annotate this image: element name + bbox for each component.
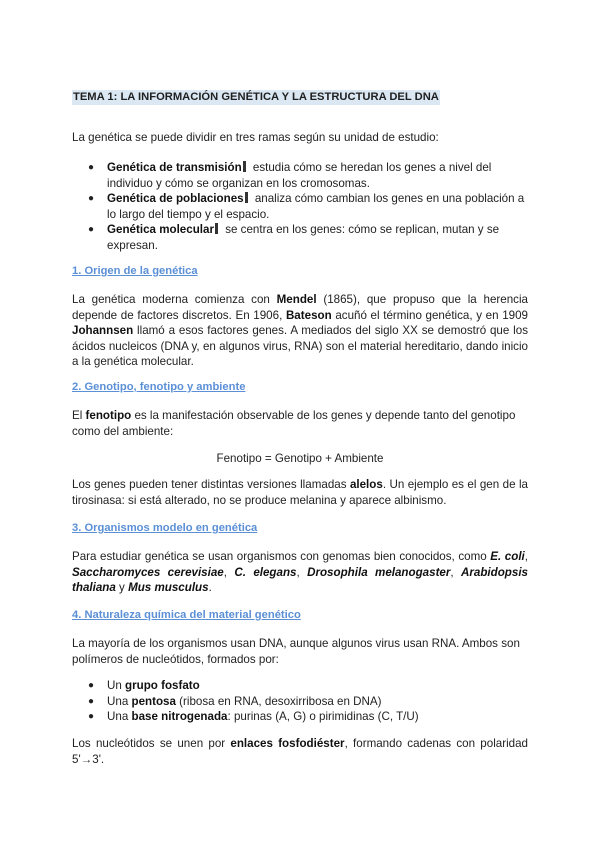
list-item [72, 160, 528, 191]
list-item [72, 709, 528, 725]
intro-paragraph: La genética se puede dividir en tres ramas según su unidad de estudio: [72, 131, 439, 144]
bullet-icon: ● [88, 695, 95, 707]
separator-glyph [245, 192, 248, 203]
formula: Fenotipo = Genotipo + Ambiente [216, 452, 384, 465]
text-run: Un [107, 679, 126, 692]
bullet-icon: ● [88, 193, 95, 204]
text-run: La genética moderna comienza con [72, 293, 277, 306]
bold-run: Bateson [285, 308, 332, 322]
text-run: El [72, 409, 86, 422]
branch-term: Genética de transmisión [107, 161, 242, 174]
section-3-heading: 3. Organismos modelo en genética [72, 522, 258, 534]
organism-name: Arabidopsis thaliana [72, 565, 528, 594]
section-3-paragraph [72, 549, 528, 596]
bold-run: base nitrogenada [131, 710, 228, 723]
text-run: . [208, 581, 212, 594]
text-run: (1865), que propuso que la herencia depende de factores discretos. En 1906, [72, 293, 528, 322]
document-title: TEMA 1: LA INFORMACIÓN GENÉTICA Y LA ESTRUCTURA DEL DNA [73, 91, 439, 103]
organism-name: Drosophila melanogaster [307, 565, 451, 579]
list-item [72, 222, 528, 253]
organism-name: Mus musculus [128, 581, 209, 594]
text-run: y [115, 581, 129, 594]
section-1-heading: 1. Origen de la genética [72, 265, 198, 277]
list-item [72, 694, 528, 710]
text-run: : purinas (A, G) o pirimidinas (C, T/U) [227, 710, 419, 723]
section-4-paragraph-2 [72, 736, 528, 767]
bullet-icon: ● [88, 224, 95, 235]
nucleotide-components-list [72, 678, 528, 725]
section-4-paragraph: La mayoría de los organismos usan DNA, aunque algunos virus usan RNA. Ambos son polímeros de nucleótidos, formados por: [72, 637, 520, 666]
bullet-icon: ● [88, 162, 95, 173]
list-item [72, 678, 528, 694]
text-run: (ribosa en RNA, desoxirribosa en DNA) [175, 694, 382, 708]
bullet-icon: ● [88, 711, 95, 722]
bold-run: enlaces fosfodiéster [230, 737, 345, 750]
text-run: es la manifestación observable de los genes y depende tanto del genotipo como del ambiente: [72, 409, 516, 438]
branch-term: Genética molecular [107, 223, 214, 236]
text-run: , [524, 550, 528, 563]
text-run: llamó a esos factores genes. A mediados del siglo XX se demostró que los ácidos nucleicos (DNA y, en algunos virus, RNA) son el material hereditario, dando inicio a la genética molecular. [72, 324, 528, 368]
separator-glyph [243, 161, 246, 172]
text-run: Una [107, 710, 132, 723]
branches-list [72, 160, 528, 253]
text-run: , formando cadenas con polaridad 5'→3'. [72, 737, 528, 766]
section-4-heading: 4. Naturaleza química del material genético [72, 609, 301, 621]
bold-run: fenotipo [85, 409, 132, 422]
text-run: , [223, 565, 235, 579]
organism-name: C. elegans [234, 565, 297, 579]
bold-run: grupo fosfato [125, 679, 200, 692]
bold-run: Johannsen [72, 324, 134, 337]
bold-run: Mendel [276, 293, 317, 306]
section-2-paragraph-2 [72, 477, 528, 508]
branch-desc: se centra en los genes: cómo se replican, mutan y se expresan. [107, 223, 500, 252]
text-run: . Un ejemplo es el gen de la tirosinasa: si está alterado, no se produce melanina y aparece albinismo. [72, 478, 528, 507]
text-run: acuñó el término genética, y en 1909 [331, 308, 528, 322]
branch-term: Genética de poblaciones [107, 192, 244, 205]
list-item [72, 191, 528, 222]
section-2-heading: 2. Genotipo, fenotipo y ambiente [72, 381, 246, 393]
bold-run: pentosa [131, 694, 176, 708]
text-run: Para estudiar genética se usan organismos con genomas bien conocidos, como [72, 550, 491, 563]
section-1-paragraph [72, 292, 528, 370]
organism-name: E. coli [490, 550, 525, 563]
section-2-paragraph [72, 408, 528, 439]
organism-name: Saccharomyces cerevisiae [72, 565, 224, 579]
branch-desc: estudia cómo se heredan los genes a nivel del individuo y cómo se organizan en los cromosomas. [107, 161, 492, 190]
text-run: Los nucleótidos se unen por [72, 737, 231, 750]
text-run: Una [107, 694, 132, 708]
bold-run: alelos [349, 478, 383, 491]
bullet-icon: ● [88, 680, 95, 691]
text-run: , [450, 565, 461, 579]
text-run: Los genes pueden tener distintas versiones llamadas [72, 478, 350, 491]
branch-desc: analiza cómo cambian los genes en una población a lo largo del tiempo y el espacio. [107, 192, 525, 221]
separator-glyph [215, 223, 218, 234]
text-run: , [296, 565, 308, 579]
